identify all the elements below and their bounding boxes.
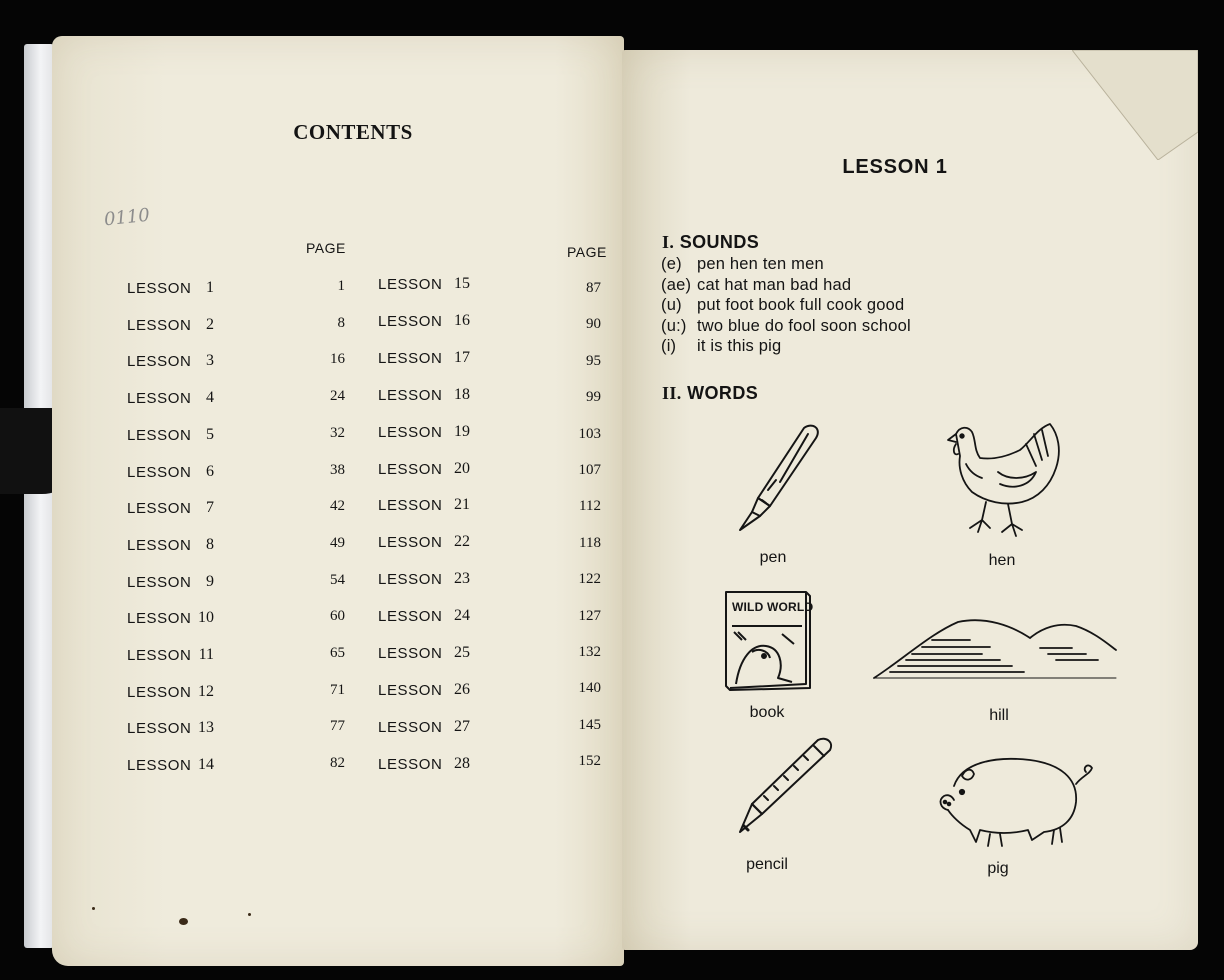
toc-lesson-number: 20	[454, 459, 470, 477]
paper-stain	[248, 913, 251, 916]
toc-page-number: 122	[578, 571, 601, 588]
toc-lesson-label: LESSON	[378, 423, 443, 441]
toc-lesson-label: LESSON	[127, 390, 192, 408]
book-spine-strip	[24, 44, 54, 948]
toc-page-number: 145	[578, 716, 601, 733]
toc-lesson-label: LESSON	[378, 608, 443, 626]
sound-code: (e)	[661, 255, 682, 273]
pencil-icon	[734, 734, 838, 836]
toc-lesson-label: LESSON	[127, 573, 192, 591]
words-numeral: II.	[662, 383, 682, 403]
toc-page-number: 32	[330, 424, 345, 441]
lesson-title: LESSON 1	[842, 156, 948, 178]
word-caption-hill: hill	[989, 707, 1009, 724]
toc-lesson-label: LESSON	[127, 426, 192, 444]
contents-title: CONTENTS	[293, 120, 413, 144]
toc-lesson-number: 7	[206, 499, 214, 517]
toc-page-number: 107	[578, 462, 601, 478]
toc-page-number: 24	[330, 388, 345, 405]
toc-page-number: 8	[337, 314, 345, 331]
toc-page-number: 49	[330, 534, 345, 551]
toc-lesson-label: LESSON	[127, 610, 192, 628]
word-caption-pig: pig	[987, 860, 1009, 877]
toc-page-number: 90	[586, 316, 601, 333]
toc-lesson-number: 25	[454, 644, 470, 661]
sound-code: (u)	[661, 296, 682, 314]
toc-lesson-label: LESSON	[378, 681, 443, 699]
toc-page-number: 87	[586, 280, 601, 296]
sound-words: put foot book full cook good	[697, 296, 905, 314]
toc-lesson-number: 23	[454, 570, 470, 588]
sounds-numeral: I.	[662, 232, 675, 252]
toc-lesson-number: 2	[206, 315, 214, 333]
toc-lesson-label: LESSON	[378, 718, 443, 736]
toc-lesson-number: 16	[454, 311, 470, 329]
toc-lesson-label: LESSON	[127, 720, 192, 738]
toc-lesson-number: 14	[198, 756, 214, 774]
toc-lesson-label: LESSON	[127, 536, 192, 554]
toc-lesson-number: 5	[206, 425, 214, 443]
toc-page-number: 132	[578, 644, 601, 660]
toc-lesson-label: LESSON	[127, 647, 192, 664]
toc-lesson-number: 17	[454, 348, 470, 366]
toc-lesson-label: LESSON	[378, 755, 443, 773]
folded-corner	[1072, 50, 1198, 160]
toc-lesson-number: 19	[454, 422, 470, 440]
word-caption-hen: hen	[988, 552, 1016, 569]
toc-page-number: 71	[330, 681, 345, 698]
sounds-heading-text: SOUNDS	[679, 232, 760, 252]
toc-lesson-number: 4	[206, 389, 214, 407]
toc-lesson-number: 10	[198, 609, 214, 627]
sound-words: it is this pig	[697, 337, 782, 355]
sound-words: pen hen ten men	[697, 255, 824, 273]
toc-page-number: 60	[330, 608, 345, 625]
sound-line	[661, 255, 824, 274]
hen-icon	[938, 420, 1066, 552]
toc-lesson-label: LESSON	[378, 386, 443, 404]
toc-lesson-number: 27	[454, 717, 470, 735]
sound-line	[661, 296, 904, 315]
toc-page-number: 16	[330, 351, 345, 368]
page-column-header-left: PAGE	[306, 240, 346, 256]
toc-lesson-label: LESSON	[378, 460, 443, 478]
toc-page-number: 118	[579, 534, 601, 551]
toc-lesson-number: 22	[454, 533, 470, 551]
toc-lesson-label: LESSON	[378, 312, 443, 330]
sound-line	[661, 317, 911, 336]
toc-lesson-label: LESSON	[378, 534, 443, 552]
sound-words: cat hat man bad had	[697, 275, 852, 294]
word-caption-pencil: pencil	[746, 856, 788, 873]
toc-page-number: 1	[337, 278, 345, 294]
toc-lesson-label: LESSON	[127, 500, 192, 518]
book-cover-text: WILD WORLD	[732, 600, 814, 614]
toc-page-number: 103	[578, 425, 601, 442]
toc-page-number: 112	[579, 498, 601, 515]
sound-code: (ae)	[661, 275, 692, 294]
paper-stain	[179, 918, 188, 925]
toc-lesson-number: 6	[206, 462, 214, 480]
words-heading	[662, 383, 758, 404]
toc-lesson-number: 12	[198, 682, 214, 700]
sound-line	[661, 337, 781, 356]
toc-page-number: 152	[578, 753, 601, 770]
sound-code: (u:)	[661, 316, 687, 335]
pen-icon	[730, 420, 826, 536]
page-column-header-right: PAGE	[567, 244, 607, 260]
toc-lesson-number: 13	[198, 719, 214, 737]
toc-lesson-label: LESSON	[127, 463, 192, 481]
handwritten-note: 0110	[103, 204, 151, 231]
toc-page-number: 54	[330, 571, 345, 588]
toc-lesson-number: 11	[198, 646, 214, 663]
toc-page-number: 77	[330, 718, 345, 735]
toc-lesson-label: LESSON	[127, 757, 192, 775]
toc-lesson-label: LESSON	[127, 316, 192, 334]
hill-icon	[872, 614, 1118, 686]
toc-lesson-number: 8	[206, 535, 214, 553]
lesson-page	[622, 50, 1198, 950]
toc-lesson-label: LESSON	[127, 280, 192, 297]
toc-page-number: 99	[586, 389, 601, 406]
toc-page-number: 65	[330, 645, 345, 661]
paper-stain	[92, 907, 95, 910]
sound-line	[661, 276, 851, 295]
word-caption-pen: pen	[759, 549, 787, 566]
toc-lesson-number: 21	[454, 496, 470, 514]
toc-page-number: 42	[330, 498, 345, 515]
toc-lesson-number: 3	[206, 352, 214, 370]
toc-page-number: 82	[330, 755, 345, 772]
toc-page-number: 95	[586, 352, 601, 369]
word-caption-book: book	[749, 704, 785, 721]
toc-lesson-number: 1	[206, 279, 214, 296]
toc-lesson-label: LESSON	[127, 353, 192, 371]
toc-page-number: 38	[330, 461, 345, 478]
toc-lesson-label: LESSON	[127, 683, 192, 701]
toc-lesson-label: LESSON	[378, 276, 443, 293]
toc-lesson-number: 24	[454, 607, 470, 625]
toc-lesson-label: LESSON	[378, 349, 443, 367]
toc-lesson-number: 15	[454, 275, 470, 292]
toc-lesson-label: LESSON	[378, 645, 443, 662]
pig-icon	[936, 754, 1096, 850]
toc-lesson-number: 9	[206, 572, 214, 590]
toc-lesson-number: 28	[454, 754, 470, 772]
toc-lesson-number: 18	[454, 385, 470, 403]
toc-page-number: 140	[578, 680, 601, 697]
sounds-heading	[662, 232, 759, 253]
toc-lesson-label: LESSON	[378, 497, 443, 515]
toc-lesson-number: 26	[454, 680, 470, 698]
sound-code: (i)	[661, 337, 677, 355]
words-heading-text: WORDS	[687, 383, 759, 403]
sound-words: two blue do fool soon school	[697, 316, 911, 335]
toc-page-number: 127	[578, 607, 601, 624]
book-icon	[722, 588, 812, 692]
toc-lesson-label: LESSON	[378, 571, 443, 589]
